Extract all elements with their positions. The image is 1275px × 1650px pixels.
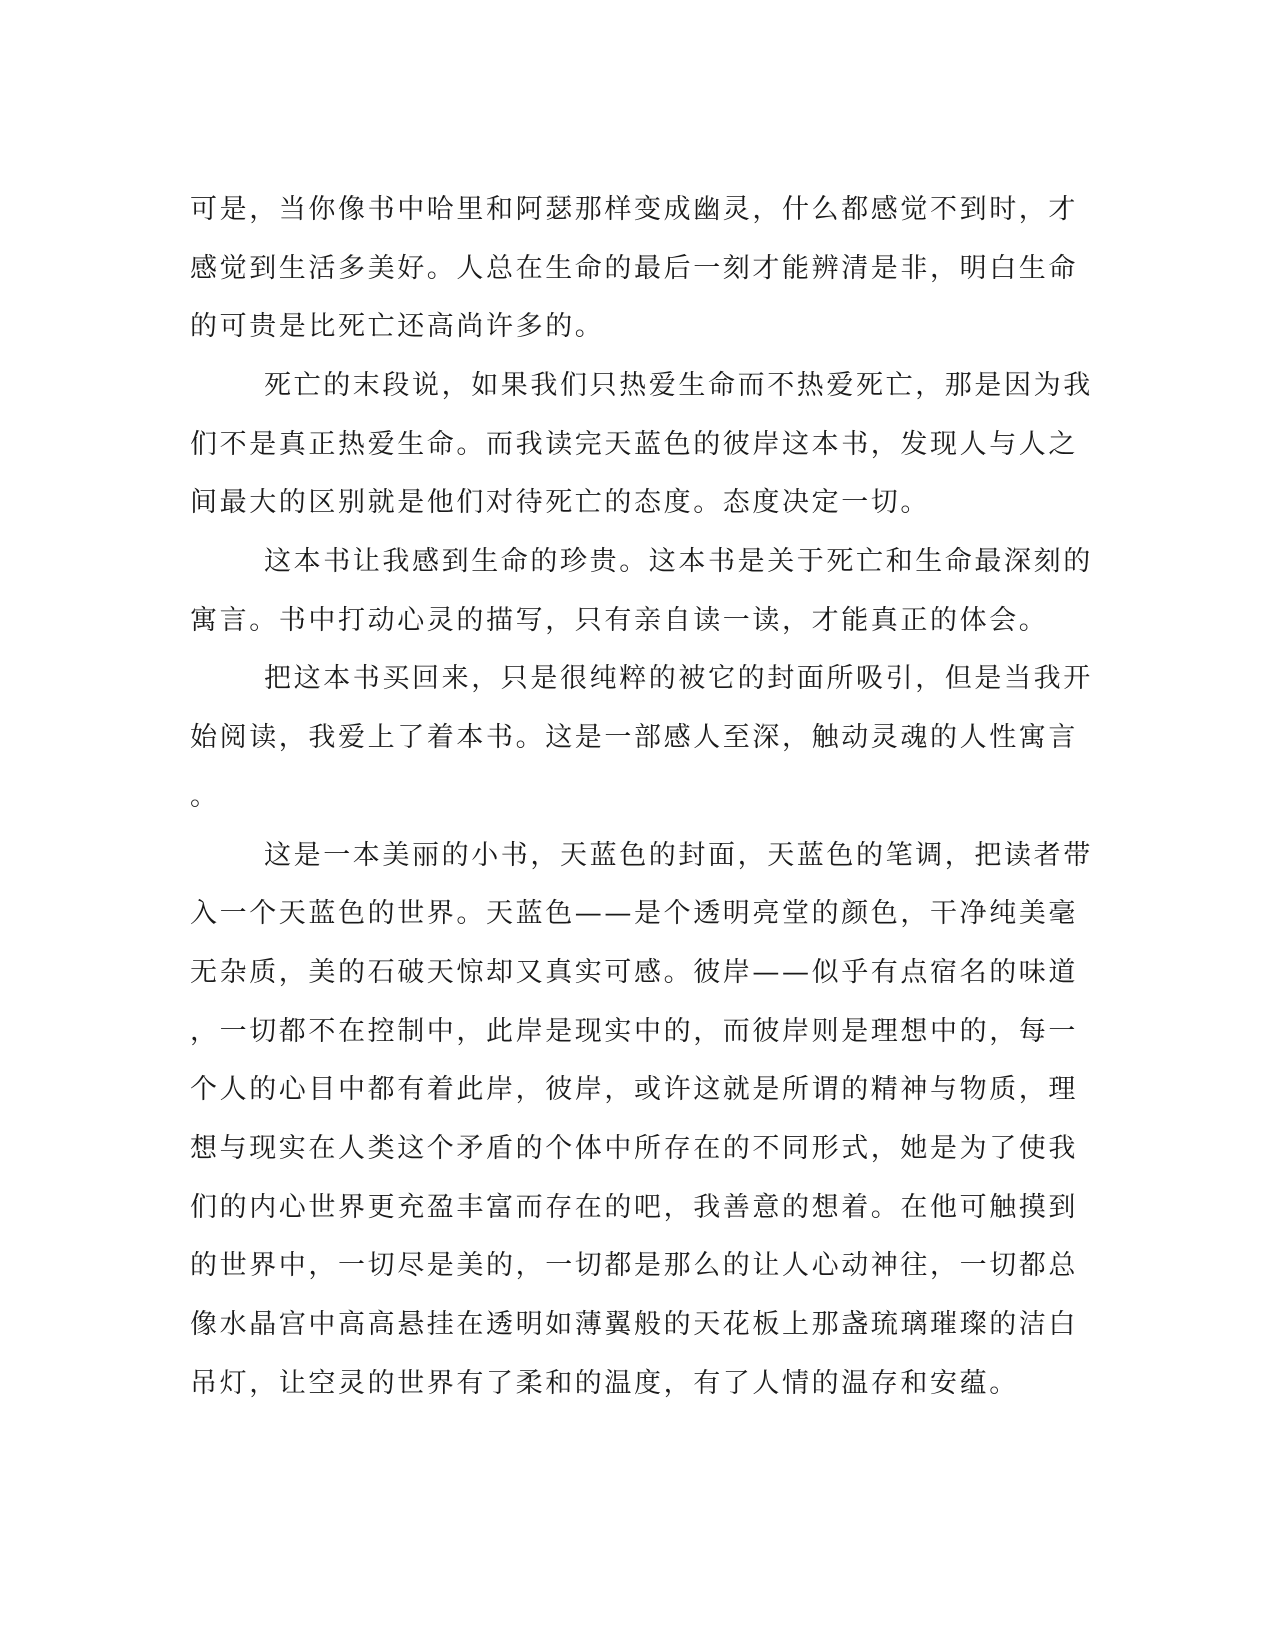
text-line: 寓言。书中打动心灵的描写，只有亲自读一读，才能真正的体会。 bbox=[190, 605, 1049, 636]
text-line: 像水晶宫中高高悬挂在透明如薄翼般的天花板上那盏琉璃璀璨的洁白 bbox=[190, 1309, 1078, 1340]
text-line: 可是，当你像书中哈里和阿瑟那样变成幽灵，什么都感觉不到时，才 bbox=[190, 194, 1078, 225]
paragraph-start-line: 把这本书买回来，只是很纯粹的被它的封面所吸引，但是当我开 bbox=[264, 663, 1093, 694]
text-line: 始阅读，我爱上了着本书。这是一部感人至深，触动灵魂的人性寓言 bbox=[190, 722, 1078, 753]
text-line: 无杂质，美的石破天惊却又真实可感。彼岸——似乎有点宿名的味道 bbox=[190, 957, 1078, 988]
text-line: 想与现实在人类这个矛盾的个体中所存在的不同形式，她是为了使我 bbox=[190, 1133, 1078, 1164]
text-line: 们不是真正热爱生命。而我读完天蓝色的彼岸这本书，发现人与人之 bbox=[190, 429, 1078, 460]
text-line: 间最大的区别就是他们对待死亡的态度。态度决定一切。 bbox=[190, 487, 930, 518]
text-line: 。 bbox=[190, 781, 220, 812]
text-line: 的可贵是比死亡还高尚许多的。 bbox=[190, 311, 605, 342]
text-line: 感觉到生活多美好。人总在生命的最后一刻才能辨清是非，明白生命 bbox=[190, 253, 1078, 284]
text-line: 入一个天蓝色的世界。天蓝色——是个透明亮堂的颜色，干净纯美毫 bbox=[190, 898, 1078, 929]
text-line: 的世界中，一切尽是美的，一切都是那么的让人心动神往，一切都总 bbox=[190, 1250, 1078, 1281]
text-line: ，一切都不在控制中，此岸是现实中的，而彼岸则是理想中的，每一 bbox=[190, 1016, 1078, 1047]
text-line: 吊灯，让空灵的世界有了柔和的温度，有了人情的温存和安蕴。 bbox=[190, 1368, 1019, 1399]
paragraph-start-line: 这是一本美丽的小书，天蓝色的封面，天蓝色的笔调，把读者带 bbox=[264, 840, 1093, 871]
paragraph-start-line: 死亡的末段说，如果我们只热爱生命而不热爱死亡，那是因为我 bbox=[264, 370, 1093, 401]
text-line: 个人的心目中都有着此岸，彼岸，或许这就是所谓的精神与物质，理 bbox=[190, 1074, 1078, 1105]
paragraph-start-line: 这本书让我感到生命的珍贵。这本书是关于死亡和生命最深刻的 bbox=[264, 546, 1093, 577]
text-line: 们的内心世界更充盈丰富而存在的吧，我善意的想着。在他可触摸到 bbox=[190, 1192, 1078, 1223]
